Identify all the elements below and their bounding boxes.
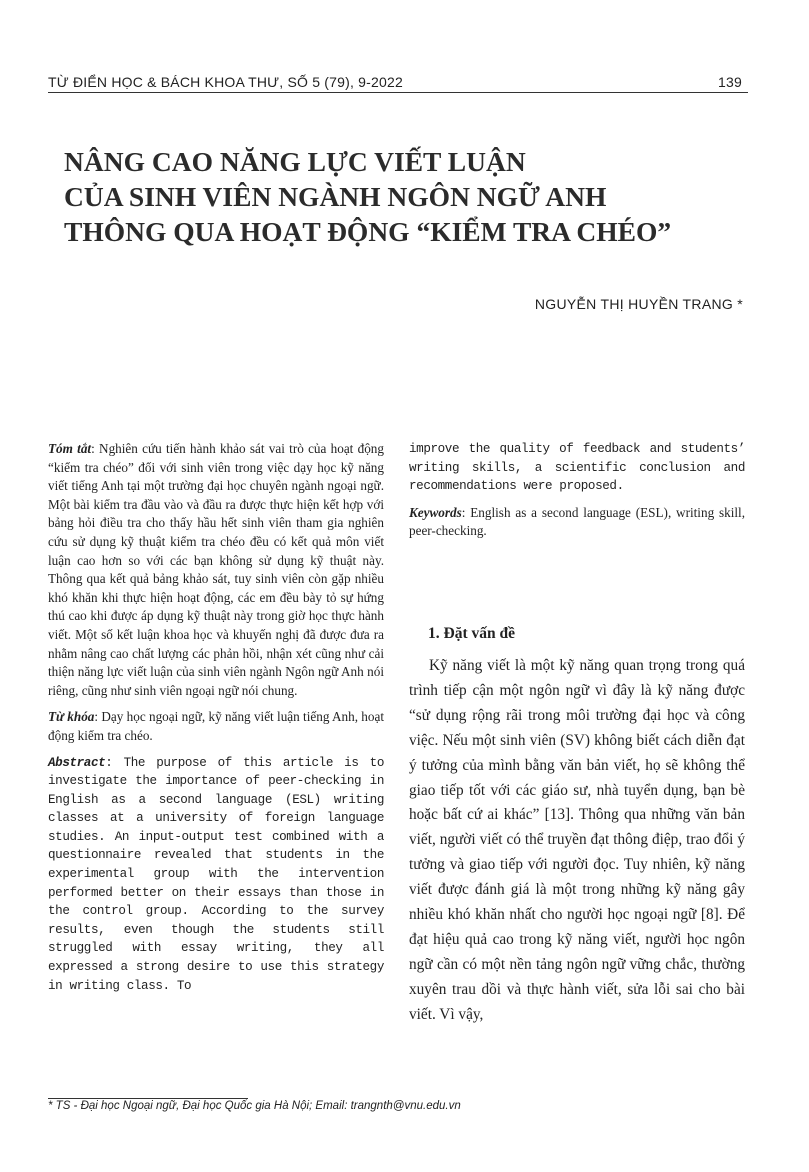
keywords-vi-label: Từ khóa [48,709,95,725]
article-title [64,144,754,249]
title-line-3: THÔNG QUA HOẠT ĐỘNG “KIỂM TRA CHÉO” [64,216,672,247]
abstract-vietnamese [48,440,384,700]
left-column [48,440,384,995]
right-column-abstract [409,440,745,541]
abstract-english-continued: improve the quality of feedback and students’ writing skills, a scientific conclusion and recommendations were proposed. [409,442,745,494]
abstract-en-label: Abstract [48,755,106,770]
author-name: NGUYỄN THỊ HUYỀN TRANG * [534,296,743,312]
abstract-en-text-left: : The purpose of this article is to investigate the importance of peer-checking in English as a second language (ESL) writing classes at a university of foreign language studies. An input-output test combined with a questionnaire revealed that students in the experimental group with the intervention performed better on their essays than those in the control group. According to the survey results, even though the students still struggled with essay writing, they all expressed a strong desire to use this strategy in writing class. To [48,755,384,993]
keywords-vietnamese [48,708,384,745]
abstract-vi-label: Tóm tắt [48,441,92,456]
title-line-2: CỦA SINH VIÊN NGÀNH NGÔN NGỮ ANH [64,181,607,212]
keywords-vi-text: : Dạy học ngoại ngữ, kỹ năng viết luận tiếng Anh, hoạt động kiểm tra chéo. [48,709,385,743]
keywords-english [409,504,745,541]
journal-title: TỪ ĐIỂN HỌC & BÁCH KHOA THƯ, SỐ 5 (79), 9-2022 [48,74,403,90]
body-paragraph: Kỹ năng viết là một kỹ năng quan trọng trong quá trình tiếp cận một ngôn ngữ vì đây là kỹ năng được “sử dụng rộng rãi trong môi trường đại học và công việc. Nếu một sinh viên (SV) không biết cách diễn đạt ý tưởng của mình bằng văn bản viết, họ sẽ không thể giao tiếp tốt với các giáo sư, nhà tuyển dụng, bạn bè hoặc bất cứ ai khác” [13]. Thông qua những văn bản viết, người viết có thể truyền đạt thông điệp, trao đổi ý tưởng và giao tiếp với người đọc. Tuy nhiên, kỹ năng viết được đánh giá là một trong những kỹ năng gây nhiều khó khăn nhất cho người học ngoại ngữ [8]. Để đạt hiệu quả cao trong kỹ năng viết, người học ngôn ngữ cần có một nền tảng ngôn ngữ vững chắc, thường xuyên trau dồi và thực hành viết, sửa lỗi sai cho bài viết. Vì vậy, [409,657,745,1023]
keywords-en-text: : English as a second language (ESL), writing skill, peer-checking. [409,504,745,539]
page-number: 139 [718,74,742,90]
abstract-vi-text: : Nghiên cứu tiến hành khảo sát vai trò của hoạt động “kiểm tra chéo” đối với sinh viên trong việc dạy học kỹ năng viết tiếng Anh tại một trường đại học chuyên ngành ngoại ngữ. Một bài kiểm tra đầu vào và đầu ra được thực hiện kết hợp với bảng hỏi điều tra cho thấy hầu hết sinh viên tham gia nghiên cứu sử dụng kỹ thuật kiểm tra chéo đều có kết quả môn viết luận cao hơn so với các bạn không sử dụng kỹ thuật này. Thông qua kết quả bảng khảo sát, tuy sinh viên còn gặp nhiều khó khăn khi thực hiện hoạt động, các em đều bày tỏ sự hứng thú cao khi được áp dụng kỹ thuật này trong giờ học thực hành viết. Một số kết luận khoa học và khuyến nghị đã được đưa ra nhằm nâng cao chất lượng các phản hồi, nhận xét cũng như cải thiện năng lực viết luận của sinh viên ngành Ngôn ngữ Anh nói riêng, cũng như sinh viên ngoại ngữ nói chung. [48,441,384,698]
header-divider [48,92,748,93]
keywords-en-label: Keywords [409,504,462,520]
section-heading: 1. Đặt vấn đề [428,625,515,642]
abstract-english [48,754,384,996]
footnote-divider [48,1098,248,1099]
title-line-1: NÂNG CAO NĂNG LỰC VIẾT LUẬN [64,146,526,177]
author-footnote: * TS - Đại học Ngoại ngữ, Đại học Quốc gia Hà Nội; Email: trangnth@vnu.edu.vn [48,1100,461,1112]
